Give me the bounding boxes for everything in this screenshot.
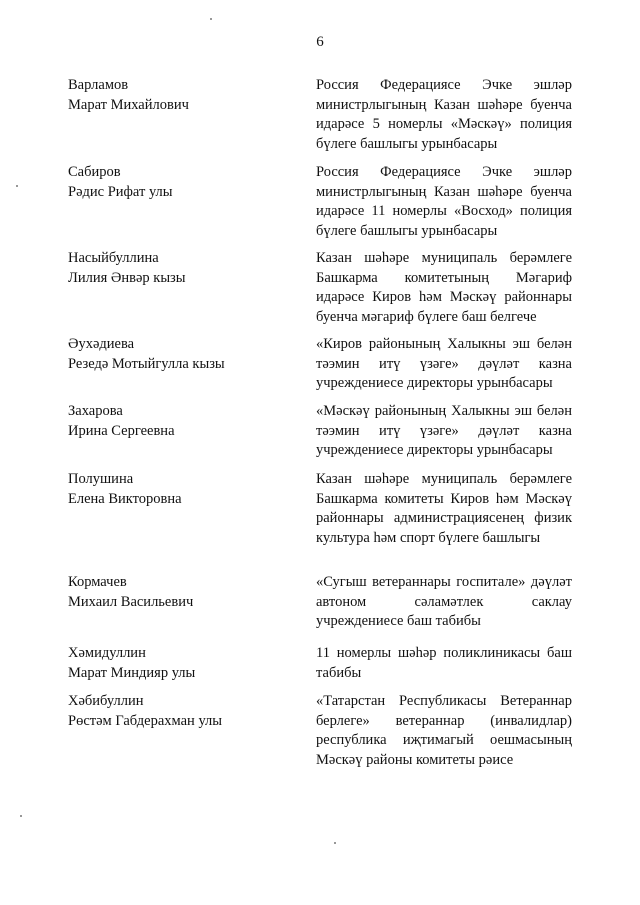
person-name: Захарова Ирина Сергеевна (68, 403, 175, 439)
person-name: Сабиров Рәдис Рифат улы (68, 164, 173, 200)
scan-speck (210, 18, 212, 20)
person-position: 11 номерлы шәһәр поликлиникасы баш табибы (316, 645, 572, 681)
scan-speck (16, 185, 18, 187)
person-position: Россия Федерациясе Эчке эшләр министрлыгының Казан шәһәре буенча идарәсе 11 номерлы «Восход» полиция бүлеге башлыгы урынбасары (316, 164, 572, 239)
person-name: Варламов Марат Михайлович (68, 77, 189, 113)
page-number: 6 (316, 34, 324, 50)
person-name: Полушина Елена Викторовна (68, 471, 182, 507)
person-name: Кормачев Михаил Васильевич (68, 574, 194, 610)
person-position: «Мәскәү районының Халыкны эш белән тәэмин итү үзәге» дәүләт казна учреждениесе директоры урынбасары (316, 403, 572, 458)
person-position: «Сугыш ветераннары госпитале» дәүләт автоном сәламәтлек саклау учреждениесе баш табибы (316, 574, 572, 629)
person-name: Әухәдиева Резедә Мотыйгулла кызы (68, 336, 225, 372)
person-name: Насыйбуллина Лилия Әнвәр кызы (68, 250, 186, 286)
person-position: «Киров районының Халыкны эш белән тәэмин итү үзәге» дәүләт казна учреждениесе директоры урынбасары (316, 336, 572, 391)
person-name: Хәмидуллин Марат Миндияр улы (68, 645, 196, 681)
person-name: Хәбибуллин Рөстәм Габдерахман улы (68, 693, 223, 729)
scan-speck (20, 815, 22, 817)
scan-speck (334, 842, 336, 844)
person-position: Казан шәһәре муниципаль берәмлеге Башкарма комитетының Мәгариф идарәсе Киров һәм Мәскәү районнары буенча мәгариф бүлеге баш белгече (316, 250, 572, 325)
person-position: Казан шәһәре муниципаль берәмлеге Башкарма комитеты Киров һәм Мәскәү районнары администрациясенең физик культура һәм спорт бүлеге башлыгы (316, 471, 572, 546)
person-position: Россия Федерациясе Эчке эшләр министрлыгының Казан шәһәре буенча идарәсе 5 номерлы «Мәскәү» полиция бүлеге башлыгы урынбасары (316, 77, 572, 152)
person-position: «Татарстан Республикасы Ветераннар берлеге» ветераннар (инвалидлар) республика иҗтимагый оешмасының Мәскәү районы комитеты рәисе (316, 693, 572, 768)
